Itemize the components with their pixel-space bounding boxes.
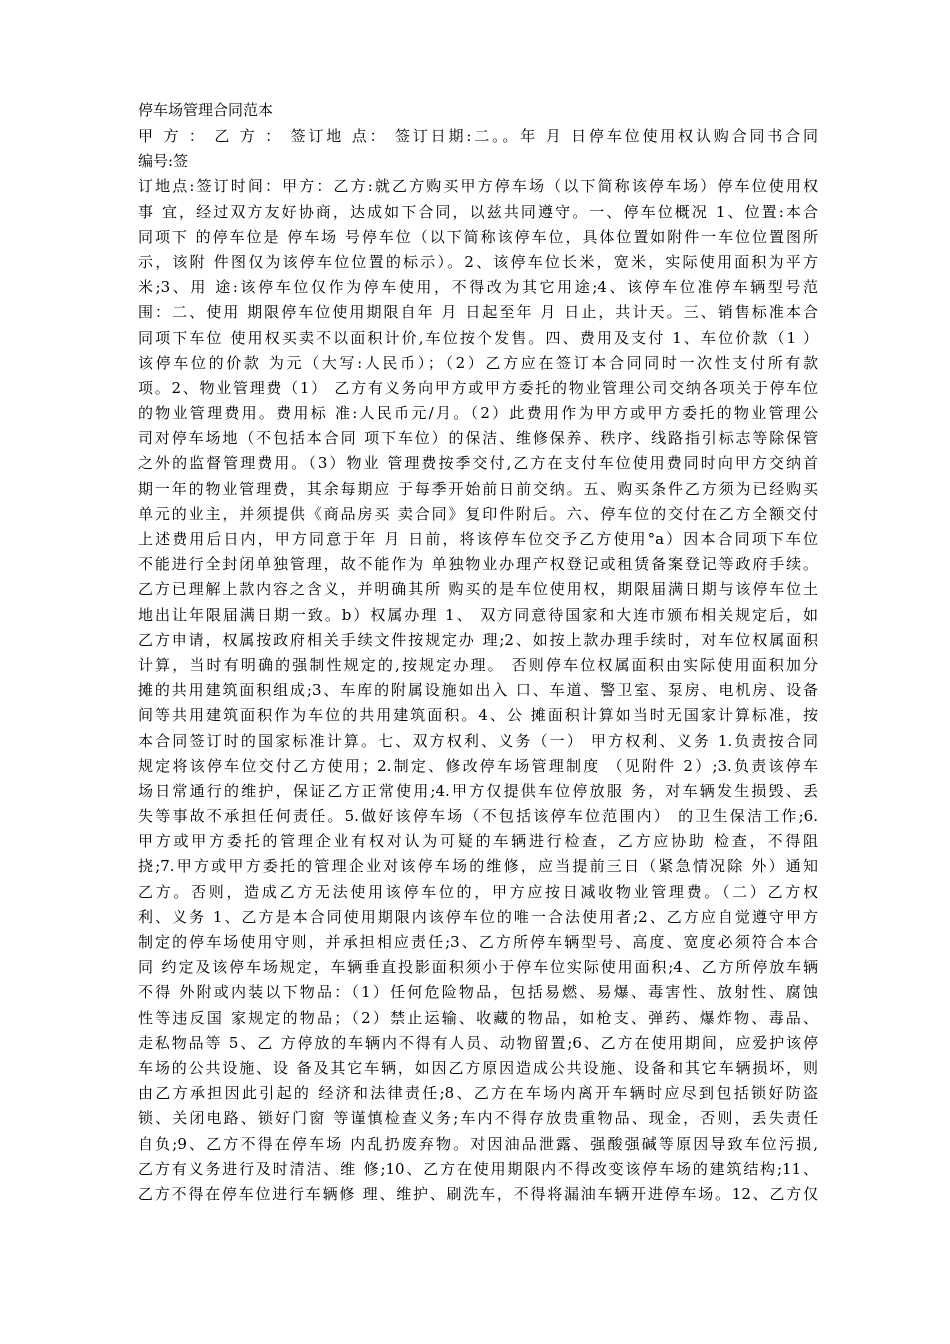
text-line: 本合同签订时的国家标准计算。七、双方权利、义务（一） 甲方权利、义务 1.负责按合同 — [138, 731, 818, 750]
text-line: 该停车位的价款 为元（大写:人民币）；（2）乙方应在签订本合同同时一次性支付所有款 — [138, 353, 818, 372]
text-line: 米;3、用 途:该停车位仅作为停车使用，不得改为其它用途;4、该停车位准停车辆型号范 — [138, 278, 818, 297]
text-line: 计算，当时有明确的强制性规定的,按规定办理。 否则停车位权属面积由实际使用面积加分 — [138, 655, 818, 674]
text-line: 乙方。否则，造成乙方无法使用该停车位的，甲方应按日减收物业管理费。（二）乙方权 — [138, 882, 818, 901]
text-line: 不能进行全封闭单独管理，故不能作为 单独物业办理产权登记或租赁备案登记等政府手续。 — [138, 555, 818, 574]
text-line: 车场的公共设施、设 备及其它车辆，如因乙方原因造成公共设施、设备和其它车辆损坏，则 — [138, 1058, 818, 1077]
text-line: 订地点:签订时间：甲方：乙方:就乙方购买甲方停车场（以下简称该停车场）停车位使用权 — [138, 177, 818, 196]
text-line: 上述费用后日内，甲方同意于年 月 日前，将该停车位交予乙方使用°a）因本合同项下车位 — [138, 530, 818, 548]
text-line: 乙方已理解上款内容之含义，并明确其所 购买的是车位使用权，期限届满日期与该停车位土 — [138, 580, 818, 599]
document-body — [138, 96, 818, 1207]
text-line: 锁、关闭电路、锁好门窗 等谨慎检查义务;车内不得存放贵重物品、现金，否则，丢失责任 — [138, 1109, 818, 1128]
text-line: 地出让年限届满日期一致。b）权属办理 1、 双方同意待国家和大连市颁布相关规定后，如 — [138, 605, 818, 624]
text-line: 示，该附 件图仅为该停车位位置的标示）。2、该停车位长米，宽米，实际使用面积为平方 — [138, 252, 818, 271]
text-line: 失等事故不承担任何责任。5.做好该停车场（不包括该停车位范围内） 的卫生保洁工作;6. — [138, 807, 818, 826]
text-line: 的物业管理费用。费用标 准:人民币元/月。（2）此费用作为甲方或甲方委托的物业管理公 — [138, 404, 818, 423]
text-line: 摊的共用建筑面积组成;3、车库的附属设施如出入 口、车道、警卫室、泵房、电机房、设备 — [138, 681, 818, 700]
text-line: 之外的监督管理费用。（3）物业 管理费按季交付,乙方在支付车位使用费同时向甲方交纳首 — [138, 454, 818, 473]
text-line: 由乙方承担因此引起的 经济和法律责任;8、乙方在车场内离开车辆时应尽到包括锁好防盗 — [138, 1084, 818, 1103]
text-line: 编号:签 — [138, 152, 189, 171]
text-line: 甲方或甲方委托的管理企业有权对认为可疑的车辆进行检查，乙方应协助 检查，不得阻 — [138, 832, 818, 851]
text-line: 项。2、物业管理费（1） 乙方有义务向甲方或甲方委托的物业管理公司交纳各项关于停车位 — [138, 378, 818, 397]
text-line: 同 约定及该停车场规定，车辆垂直投影面积须小于停车位实际使用面积;4、乙方所停放车辆 — [138, 958, 818, 977]
text-line: 性等违反国 家规定的物品；（2）禁止运输、收藏的物品，如枪支、弹药、爆炸物、毒品、 — [138, 1008, 818, 1027]
text-line: 自负;9、乙方不得在停车场 内乱扔废弃物。对因油品泄露、强酸强碱等原因导致车位污损, — [138, 1134, 818, 1153]
text-line: 规定将该停车位交付乙方使用；2.制定、修改停车场管理制度 （见附件 2）;3.负责该停车 — [138, 756, 818, 775]
text-line: 围：二、使用 期限停车位使用期限自年 月 日起至年 月 日止，共计天。三、销售标准本合 — [138, 303, 818, 322]
text-line: 不得 外附或内装以下物品：（1）任何危险物品，包括易燃、易爆、毒害性、放射性、腐蚀 — [138, 983, 818, 1002]
contract-text — [138, 124, 818, 1207]
text-line: 同项下车位 使用权买卖不以面积计价,车位按个发售。四、费用及支付 1、车位价款（1 ） — [138, 328, 818, 347]
document-title: 停车场管理合同范本 — [138, 101, 274, 119]
text-line: 间等共用建筑面积作为车位的共用建筑面积。4、公 摊面积计算如当时无国家计算标准，按 — [138, 706, 818, 725]
text-line: 场日常通行的维护，保证乙方正常使用;4.甲方仅提供车位停放服 务，对车辆发生损毁、丢 — [138, 781, 818, 800]
text-line: 制定的停车场使用守则，并承担相应责任;3、乙方所停车辆型号、高度、宽度必须符合本合 — [138, 933, 818, 951]
text-line: 事 宜，经过双方友好协商，达成如下合同，以兹共同遵守。一、停车位概况 1、位置:本合 — [138, 202, 818, 221]
text-line: 挠;7.甲方或甲方委托的管理企业对该停车场的维修，应当提前三日（紧急情况除 外）通知 — [138, 857, 818, 876]
text-line: 乙方有义务进行及时清洁、维 修;10、乙方在使用期限内不得改变该停车场的建筑结构;11、 — [138, 1159, 818, 1178]
text-line: 单元的业主，并须提供《商品房买 卖合同》复印件附后。六、停车位的交付在乙方全额交付 — [138, 504, 818, 523]
text-line: 乙方申请，权属按政府相关手续文件按规定办 理;2、如按上款办理手续时，对车位权属面积 — [138, 630, 818, 649]
text-line: 甲 方 ： 乙 方 ： 签订地 点： 签订日期:二。。年 月 日停车位使用权认购合同书合同 — [138, 127, 818, 145]
text-line: 利、义务 1、乙方是本合同使用期限内该停车位的唯一合法使用者;2、乙方应自觉遵守甲方 — [138, 907, 818, 926]
text-line: 走私物品等 5、乙 方停放的车辆内不得有人员、动物留置;6、乙方在使用期间，应爱护该停 — [138, 1033, 818, 1052]
text-line: 乙方不得在停车位进行车辆修 理、维护、刷洗车，不得将漏油车辆开进停车场。12、乙方仅 — [138, 1184, 818, 1203]
text-line: 同项下 的停车位是 停车场 号停车位（以下简称该停车位，具体位置如附件一车位位置图所 — [138, 227, 818, 246]
text-line: 期一年的物业管理费，其余每期应 于每季开始前日前交纳。五、购买条件乙方须为已经购买 — [138, 479, 818, 498]
text-line: 司对停车场地（不包括本合同 项下车位）的保洁、维修保养、秩序、线路指引标志等除保管 — [138, 429, 818, 448]
